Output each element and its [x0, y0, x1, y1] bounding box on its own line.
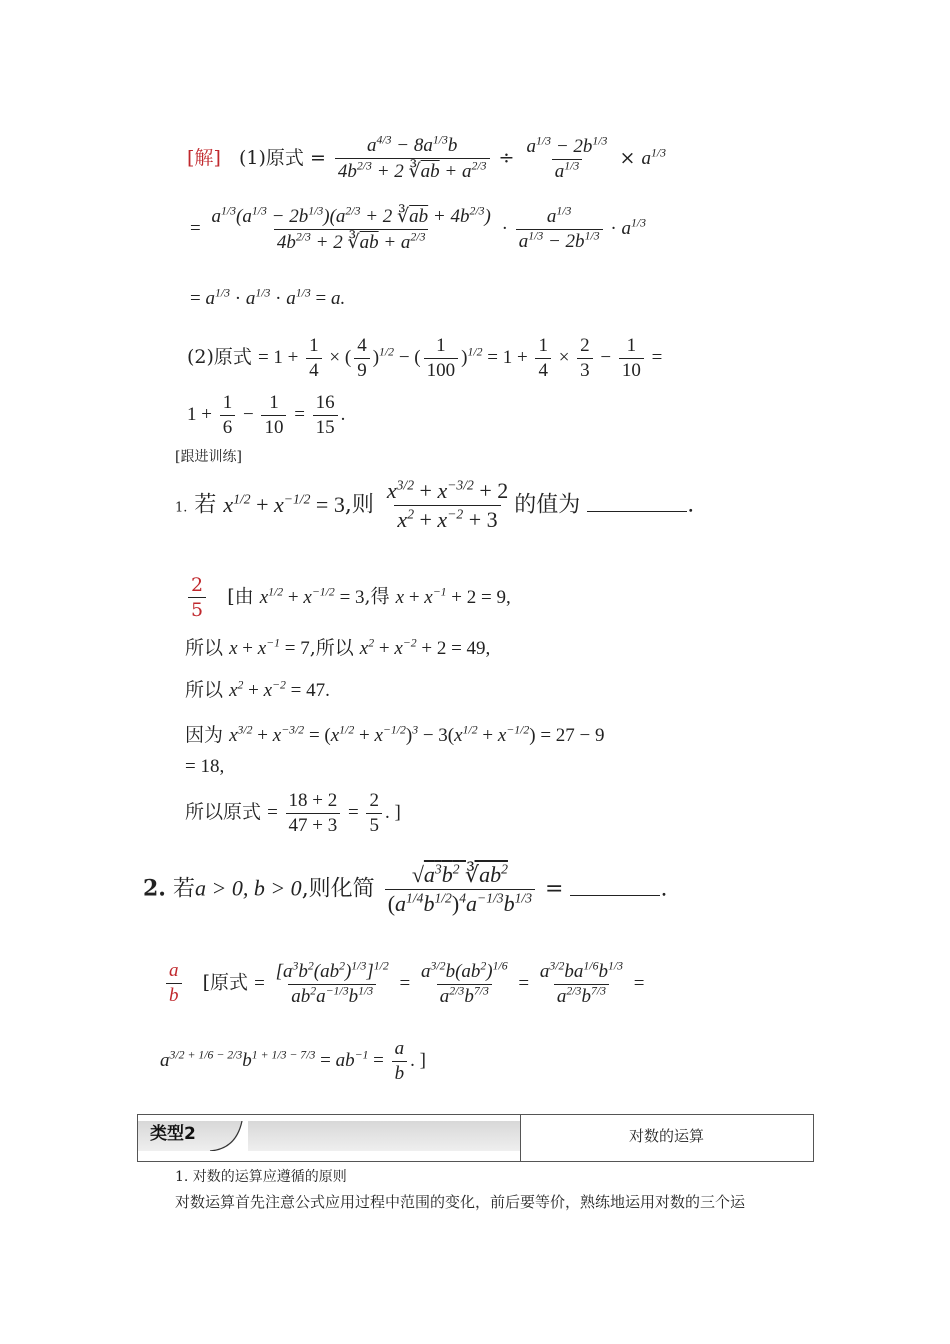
body-line-2: 对数运算首先注意公式应用过程中范围的变化，前后要等价，熟练地运用对数的三个运: [175, 1193, 746, 1211]
q1-answer-line-3: 所以 $x^2 + x^{-2} = 47$.: [185, 678, 330, 701]
q2-answer-line-2: $a^{3/2 + 1/6 - 2/3}b^{1 + 1/3 - 7/3} = ab^{-1}$ = $\frac{a}{b}$ . ]: [160, 1038, 426, 1084]
section-heading: 对数的运算: [628, 1127, 704, 1145]
q2-number: 2.: [143, 875, 166, 902]
body-line-1: 1. 对数的运算应遵循的原则: [175, 1169, 347, 1185]
follow-up-label: [跟进训练]: [175, 449, 242, 465]
q2-answer: $\frac{a}{b}$: [166, 960, 182, 1007]
solution-line-2: = $\frac{a^{1/3}(a^{1/3} - 2b^{1/3})(a^{2/3} + 2 ∛\overline{ab} + 4b^{2/3})}{4b^{2/3} + 2 ∛\overline{ab} + a^{2/3}}$ · $\frac{a^{1/3}}{a^{1/3} - 2b^{1/3}}$ · $a^{1/3}$: [190, 204, 646, 253]
solution-line-4: (2)原式 = 1 + $\frac{1}{4}$ × ( $\frac{4}{9}$ )$^{1/2}$ − ( $\frac{1}{100}$ )$^{1/2}$ = 1 + $\frac{1}{4}$ × $\frac{2}{3}$ − $\frac{1}{10}$ =: [187, 335, 663, 381]
solution-line-5: 1 + $\frac{1}{6}$ − $\frac{1}{10}$ = $\frac{16}{15}$ .: [187, 392, 346, 438]
q1-answer-line-6: 所以原式 = $\frac{18 + 2}{47 + 3}$ = $\frac{2}{5}$ . ]: [185, 790, 401, 836]
q1-answer-blank: [587, 491, 687, 512]
banner-curve-icon: [208, 1121, 248, 1151]
solution-tag: [解]: [187, 147, 221, 169]
formula-fraction-2: $\frac{a^{1/3} - 2b^{1/3}}{a^{1/3}}$: [526, 134, 608, 182]
solution-line-3: = $a^{1/3} \cdot a^{1/3} \cdot a^{1/3} = a$.: [190, 286, 346, 309]
formula-fraction-4: $\frac{a^{1/3}}{a^{1/3} - 2b^{1/3}}$: [516, 206, 603, 253]
q2-answer-blank: [570, 875, 660, 896]
q2-expression: $\frac{√a^3b^2 ∛ab^2}{(a^{1/4}b^{1/2})^4a^{-1/3}b^{1/3}}$: [385, 862, 535, 917]
formula-fraction-3: $\frac{a^{1/3}(a^{1/3} - 2b^{1/3})(a^{2/3} + 2 ∛\overline{ab} + 4b^{2/3})}{4b^{2/3} + 2 ∛\overline{ab} + a^{2/3}}$: [211, 204, 491, 253]
question-2: 2. 若a > 0, b > 0,则化简 $\frac{√a^3b^2 ∛ab^2}{(a^{1/4}b^{1/2})^4a^{-1/3}b^{1/3}}$ = .: [143, 861, 668, 916]
solution-line-1: [解] (1)原式 = $\frac{a^{4/3} - 8a^{1/3}b}{4b^{2/3} + 2 ∛\overline{ab} + a^{2/3}}$ ÷ $\frac{a^{1/3} - 2b^{1/3}}{a^{1/3}}$ × $a^{1/3}$: [187, 133, 666, 182]
q1-expression: $\frac{x^{3/2} + x^{-3/2} + 2}{x^2 + x^{-2} + 3}$: [386, 477, 509, 532]
q2-answer-line-1: $\frac{a}{b}$ [原式 = $\frac{[a^3b^2(ab^2)^{1/3}]^{1/2}}{ab^2a^{-1/3}b^{1/3}}$ = $\frac{a^{3/2}b(ab^2)^{1/6}}{a^{2/3}b^{7/3}}$ = $\frac{a^{3/2}ba^{1/6}b^{1/3}}{a^{2/3}b^{7/3}}$ =: [163, 960, 644, 1008]
q1-answer-line-5: = 18,: [185, 756, 225, 777]
part1-label: (1)原式: [238, 147, 304, 169]
q1-answer-line-2: 所以 $x + x^{-1} = 7$,所以 $x^2 + x^{-2} + 2 = 49$,: [185, 636, 491, 659]
q1-number: 1.: [175, 500, 188, 516]
q1-answer-line-1: $\frac{2}{5}$ [由 $x^{1/2} + x^{-1/2} = 3$,得 $x + x^{-1} + 2 = 9$,: [185, 574, 511, 621]
q1-answer-line-4: 因为 $x^{3/2} + x^{-3/2} = (x^{1/2} + x^{-1/2})^3 - 3(x^{1/2} + x^{-1/2}) = 27 - 9$: [185, 723, 605, 746]
section-tag: 类型2: [150, 1124, 196, 1144]
formula-fraction-1: $\frac{a^{4/3} - 8a^{1/3}b}{4b^{2/3} + 2 ∛\overline{ab} + a^{2/3}}$: [335, 135, 490, 183]
section-banner: [137, 1114, 814, 1162]
question-1: 1. 若 $x^{1/2} + x^{-1/2} = 3$,则 $\frac{x^{3/2} + x^{-3/2} + 2}{x^2 + x^{-2} + 3}$ 的值为 .: [175, 477, 695, 532]
part2-label: (2)原式: [187, 345, 252, 368]
q1-answer: $\frac{2}{5}$: [188, 574, 206, 621]
